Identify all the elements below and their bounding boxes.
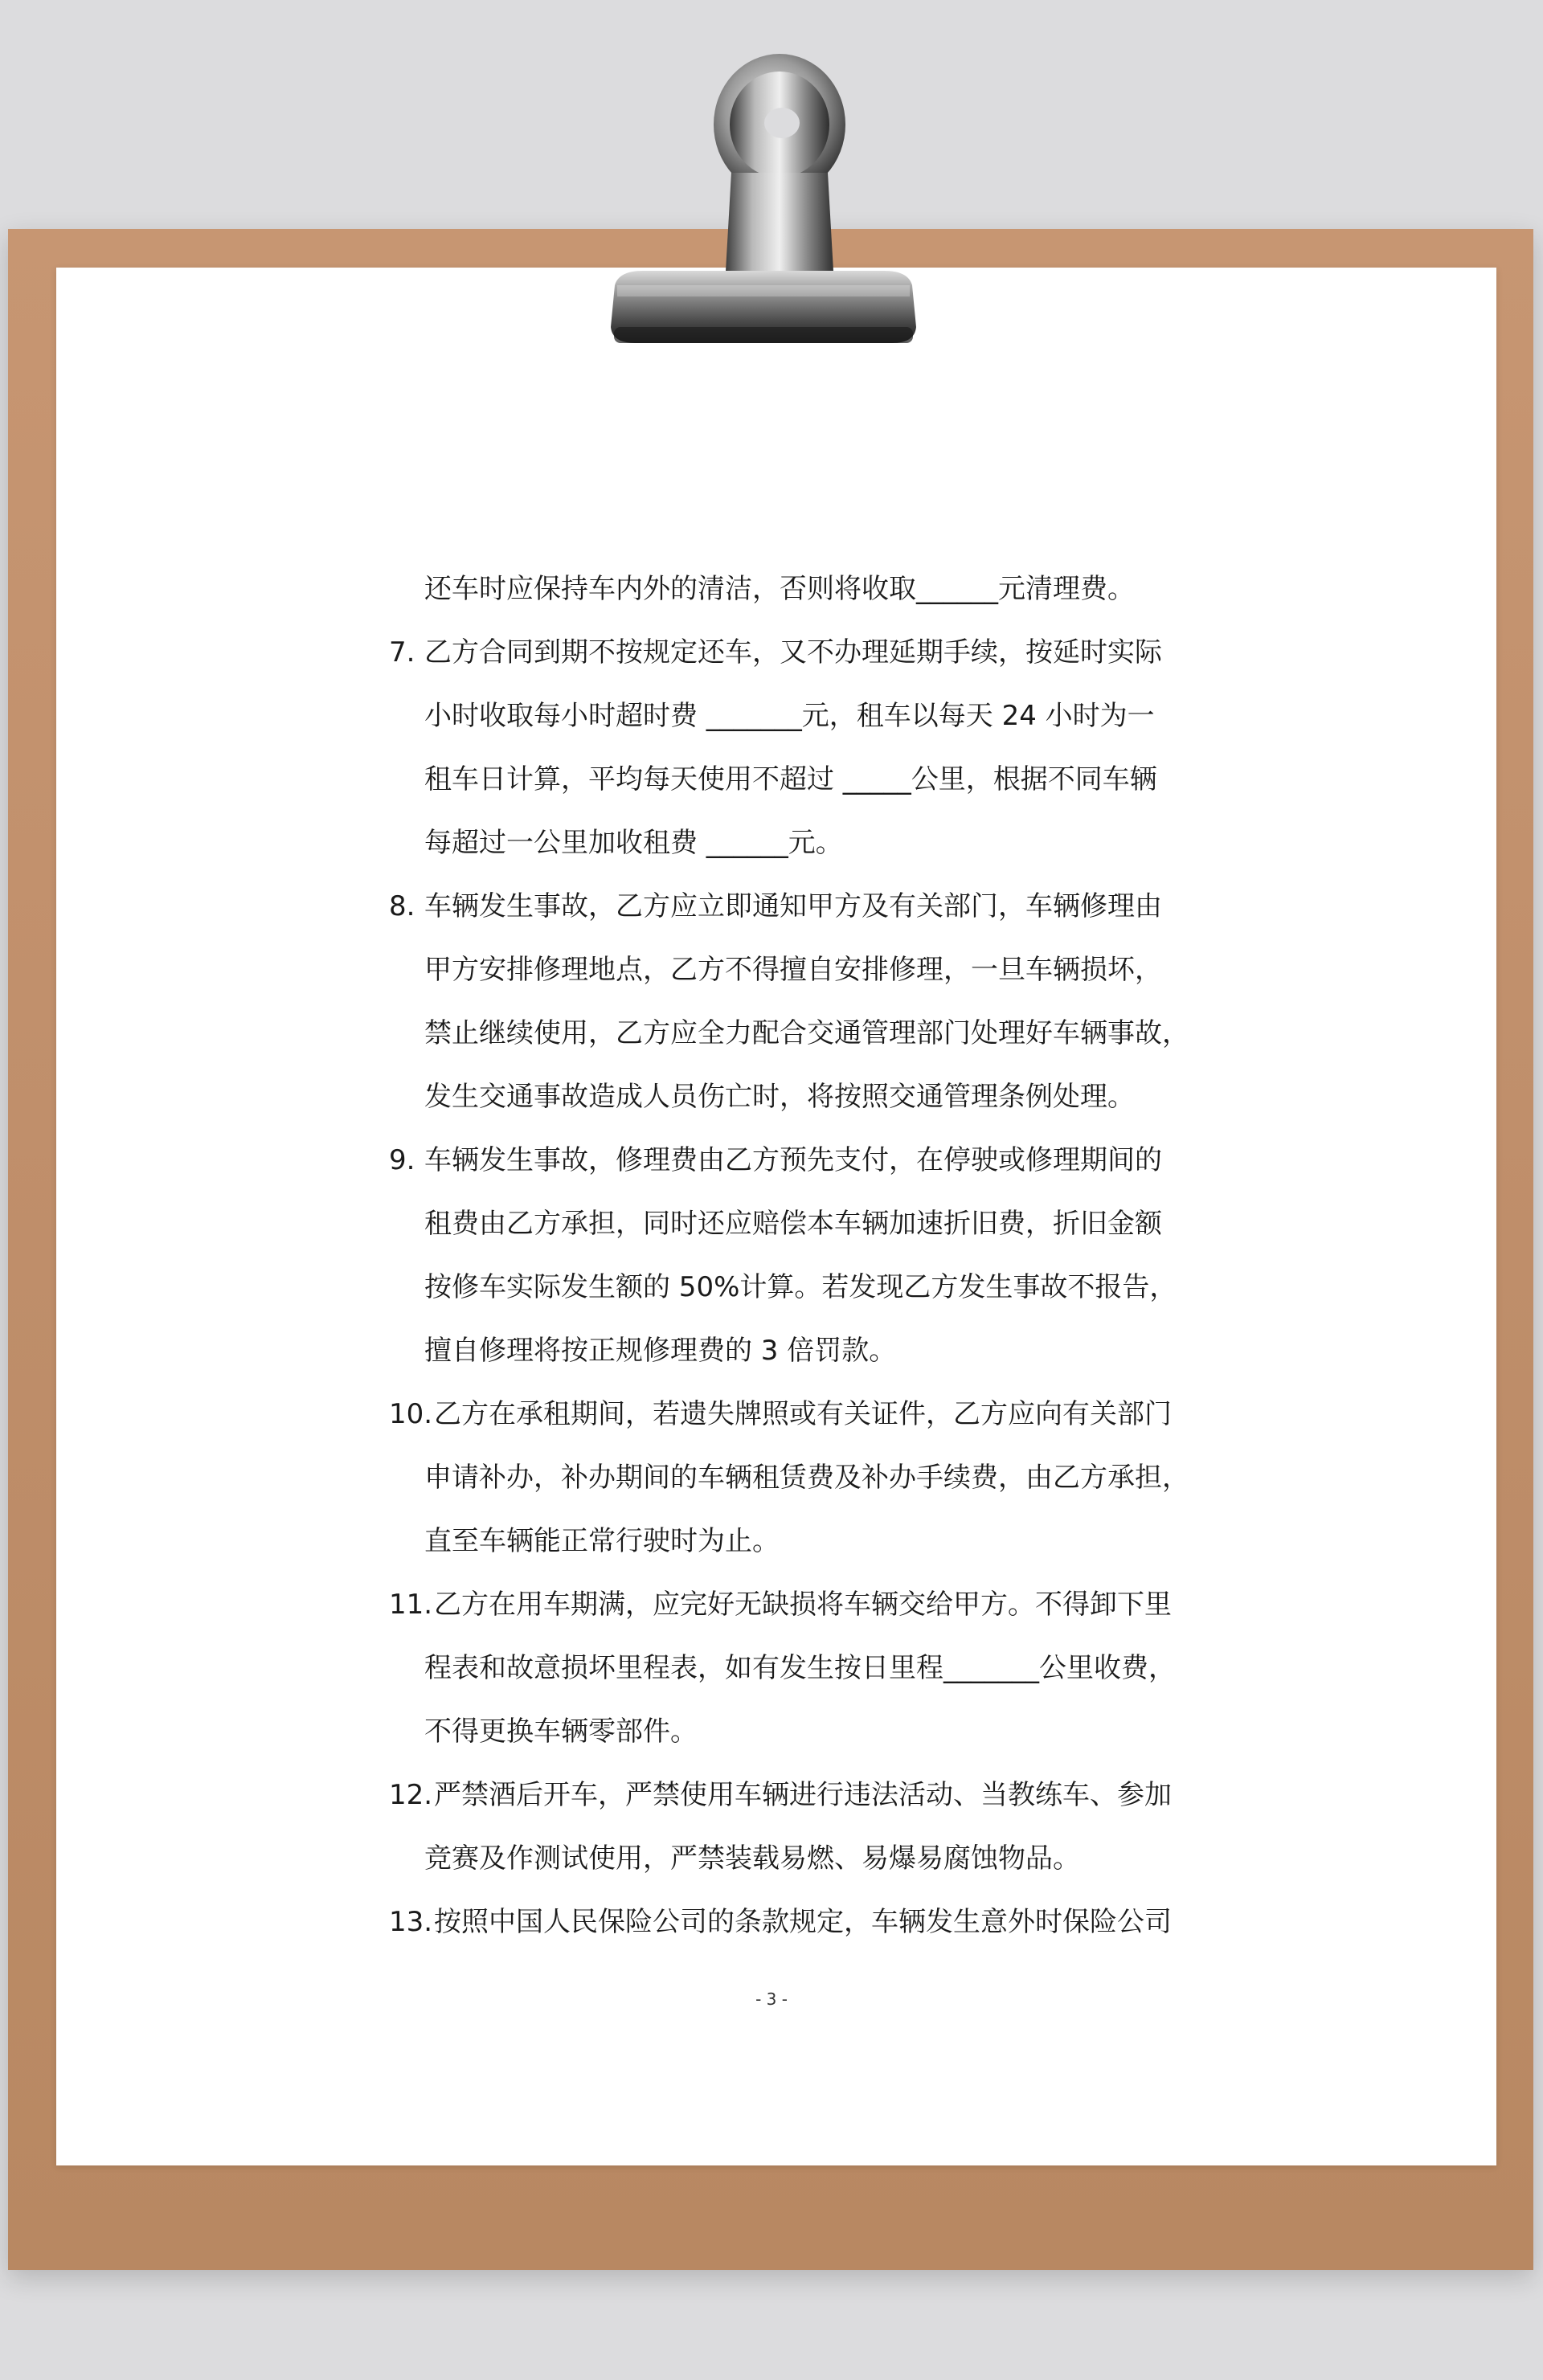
- line-number: 7.: [389, 636, 415, 669]
- text-line: [389, 1002, 1193, 1065]
- line-text: 程表和故意损坏里程表，如有发生按日里程_______公里收费，: [424, 1652, 1176, 1684]
- line-number: 13.: [389, 1906, 433, 1938]
- line-text: 擅自修理将按正规修理费的 3 倍罚款。: [424, 1335, 897, 1367]
- line-text: 直至车辆能正常行驶时为止。: [424, 1525, 780, 1557]
- line-text: 严禁酒后开车，严禁使用车辆进行违法活动、当教练车、参加: [434, 1779, 1172, 1811]
- line-text: 竞赛及作测试使用，严禁装载易燃、易爆易腐蚀物品。: [424, 1842, 1080, 1875]
- line-number: 8.: [389, 890, 415, 922]
- text-line: [389, 875, 1193, 939]
- line-text: 车辆发生事故，乙方应立即通知甲方及有关部门，车辆修理由: [424, 890, 1162, 922]
- text-line: [389, 1256, 1193, 1319]
- text-line: [389, 1446, 1193, 1510]
- line-text: 乙方在用车期满，应完好无缺损将车辆交给甲方。不得卸下里: [434, 1589, 1172, 1621]
- text-line: [389, 1637, 1193, 1700]
- line-text: 发生交通事故造成人员伤亡时，将按照交通管理条例处理。: [424, 1081, 1135, 1113]
- line-number: 11.: [389, 1589, 433, 1621]
- text-line: [389, 748, 1193, 812]
- line-number: 12.: [389, 1779, 433, 1811]
- document-body: [389, 558, 1193, 1954]
- text-line: [389, 1700, 1193, 1764]
- text-line: [389, 1510, 1193, 1573]
- line-text: 甲方安排修理地点，乙方不得擅自安排修理，一旦车辆损坏，: [424, 954, 1162, 986]
- text-line: [389, 1319, 1193, 1383]
- text-line: [389, 1383, 1193, 1446]
- line-text: 按照中国人民保险公司的条款规定，车辆发生意外时保险公司: [434, 1906, 1172, 1938]
- line-text: 禁止继续使用，乙方应全力配合交通管理部门处理好车辆事故，: [424, 1017, 1189, 1049]
- page-number: - 3 -: [755, 1989, 788, 2009]
- line-text: 车辆发生事故，修理费由乙方预先支付，在停驶或修理期间的: [424, 1144, 1162, 1176]
- text-line: [389, 939, 1193, 1002]
- line-text: 乙方在承租期间，若遗失牌照或有关证件，乙方应向有关部门: [434, 1398, 1172, 1430]
- text-line: [389, 1764, 1193, 1827]
- binder-clip-icon: [579, 44, 948, 366]
- line-text: 乙方合同到期不按规定还车，又不办理延期手续，按延时实际: [424, 636, 1162, 669]
- text-line: [389, 1065, 1193, 1129]
- text-line: [389, 1192, 1193, 1256]
- text-line: [389, 1891, 1193, 1954]
- text-line: [389, 1129, 1193, 1192]
- line-text: 申请补办，补办期间的车辆租赁费及补办手续费，由乙方承担，: [424, 1462, 1189, 1494]
- text-line: [389, 1573, 1193, 1637]
- text-line: [389, 558, 1193, 621]
- text-line: [389, 621, 1193, 685]
- line-text: 每超过一公里加收租费 ______元。: [424, 827, 843, 859]
- line-text: 租车日计算，平均每天使用不超过 _____公里，根据不同车辆: [424, 763, 1157, 795]
- line-text: 按修车实际发生额的 50%计算。若发现乙方发生事故不报告，: [424, 1271, 1177, 1303]
- line-text: 不得更换车辆零部件。: [424, 1715, 698, 1748]
- line-text: 还车时应保持车内外的清洁，否则将收取______元清理费。: [424, 573, 1135, 605]
- text-line: [389, 685, 1193, 748]
- line-text: 租费由乙方承担，同时还应赔偿本车辆加速折旧费，折旧金额: [424, 1208, 1162, 1240]
- line-text: 小时收取每小时超时费 _______元，租车以每天 24 小时为一: [424, 700, 1155, 732]
- text-line: [389, 812, 1193, 875]
- line-number: 9.: [389, 1144, 415, 1176]
- line-number: 10.: [389, 1398, 433, 1430]
- text-line: [389, 1827, 1193, 1891]
